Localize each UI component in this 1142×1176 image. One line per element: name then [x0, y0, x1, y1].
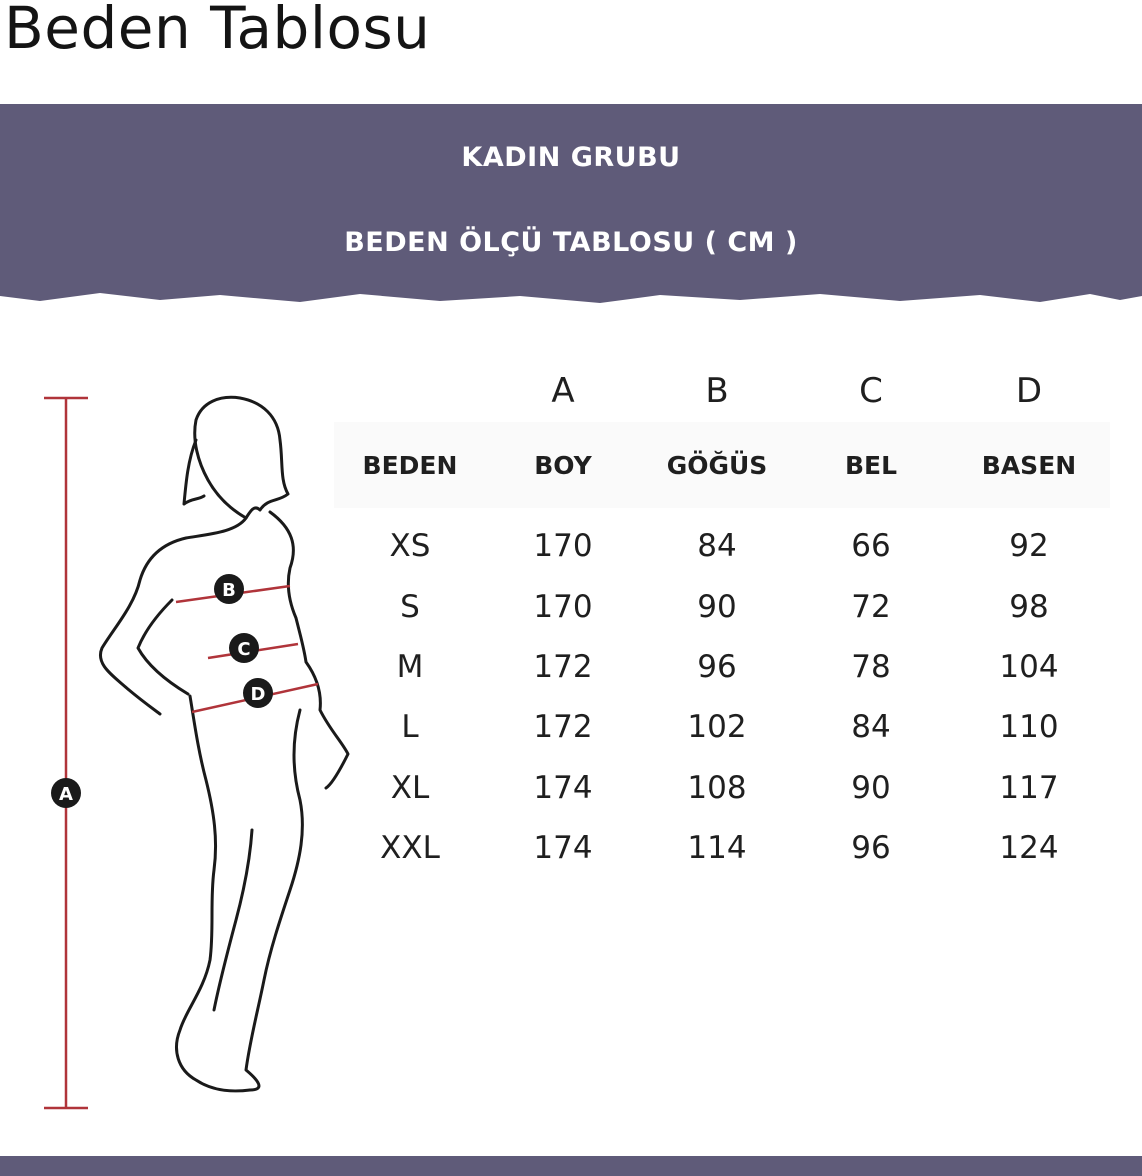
size-cell: L	[401, 709, 419, 746]
woman-silhouette	[100, 397, 348, 1091]
basen-cell: 92	[1009, 528, 1049, 565]
height-measure-line	[44, 398, 88, 1108]
marker-a	[51, 778, 81, 808]
table-header-row	[334, 422, 1110, 508]
banner-background	[0, 104, 1142, 310]
size-table	[334, 360, 1110, 878]
footer-band	[0, 1156, 1142, 1176]
table-row	[334, 818, 1110, 878]
boy-cell: 174	[533, 830, 593, 867]
gogus-cell: 114	[687, 830, 747, 867]
basen-cell: 124	[999, 830, 1059, 867]
header-boy: BOY	[486, 422, 640, 508]
boy-cell: 174	[533, 769, 593, 806]
marker-d-label: D	[250, 684, 266, 705]
letter-d: D	[1015, 371, 1043, 411]
bel-cell: 66	[851, 528, 891, 565]
boy-cell: 170	[533, 588, 593, 625]
basen-cell: 110	[999, 709, 1059, 746]
body-measurement-figure	[0, 380, 360, 1120]
size-cell: XL	[390, 769, 430, 806]
bel-cell: 96	[851, 830, 891, 867]
gogus-cell: 102	[687, 709, 747, 746]
bel-cell: 84	[851, 709, 891, 746]
marker-b-label: B	[222, 580, 236, 601]
gogus-cell: 84	[697, 528, 737, 565]
header-banner	[0, 104, 1142, 310]
header-beden: BEDEN	[334, 422, 486, 508]
basen-cell: 98	[1009, 588, 1049, 625]
boy-cell: 172	[533, 648, 593, 685]
banner-group-title: KADIN GRUBU	[461, 142, 681, 173]
table-row	[334, 637, 1110, 697]
letter-a: A	[551, 371, 575, 411]
size-cell: XXL	[380, 830, 440, 867]
header-gogus: GÖĞÜS	[640, 422, 794, 508]
bel-cell: 78	[851, 648, 891, 685]
basen-cell: 117	[999, 769, 1059, 806]
letter-cell-empty	[334, 360, 486, 422]
table-row	[334, 758, 1110, 818]
boy-cell: 172	[533, 709, 593, 746]
marker-a-label: A	[59, 784, 73, 805]
header-bel: BEL	[794, 422, 948, 508]
table-row	[334, 576, 1110, 636]
table-row	[334, 516, 1110, 576]
gogus-cell: 90	[697, 588, 737, 625]
bel-cell: 90	[851, 769, 891, 806]
boy-cell: 170	[533, 528, 593, 565]
marker-b	[214, 574, 244, 604]
basen-cell: 104	[999, 648, 1059, 685]
marker-d	[243, 678, 273, 708]
bel-cell: 72	[851, 588, 891, 625]
header-basen: BASEN	[948, 422, 1110, 508]
marker-c-label: C	[237, 639, 251, 660]
letter-c: C	[859, 371, 883, 411]
gogus-cell: 108	[687, 769, 747, 806]
page-title: Beden Tablosu	[4, 0, 431, 62]
letter-b: B	[705, 371, 729, 411]
size-cell: S	[400, 588, 420, 625]
size-cell: M	[396, 648, 424, 685]
gogus-cell: 96	[697, 648, 737, 685]
size-cell: XS	[389, 528, 431, 565]
marker-c	[229, 633, 259, 663]
banner-table-title: BEDEN ÖLÇÜ TABLOSU ( CM )	[344, 227, 798, 258]
measure-letter-row	[334, 360, 1110, 422]
table-row	[334, 697, 1110, 757]
